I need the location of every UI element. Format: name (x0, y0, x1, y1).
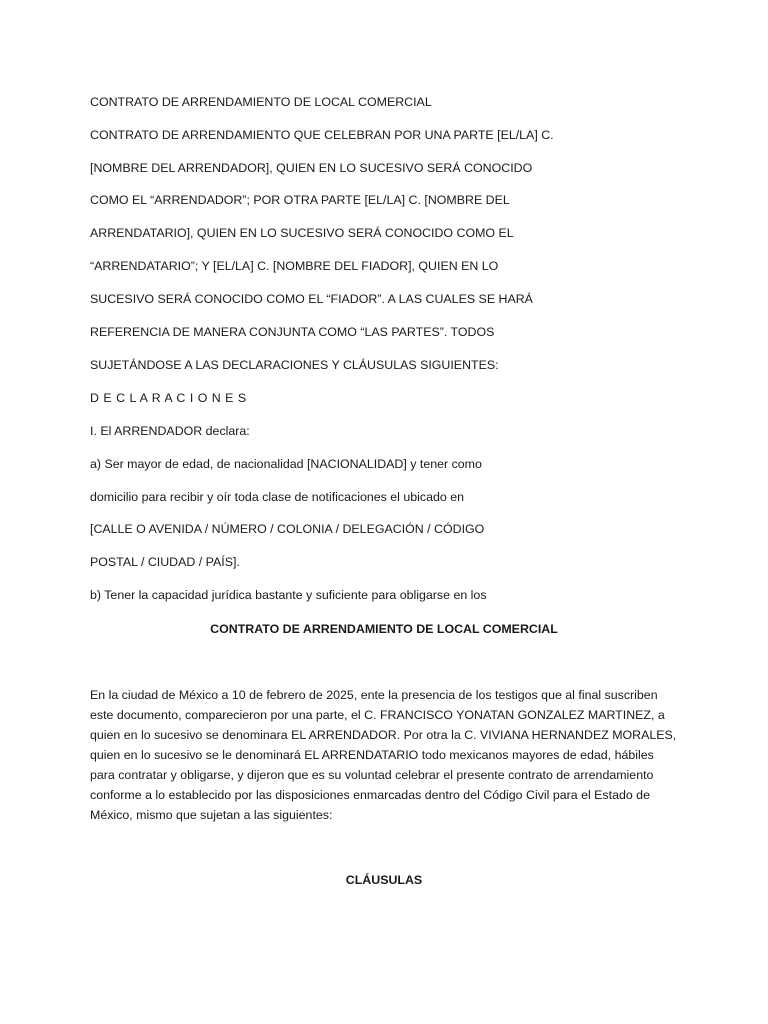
draft-line: CONTRATO DE ARRENDAMIENTO QUE CELEBRAN POR UNA PARTE [EL/LA] C. (90, 128, 554, 142)
declarations-heading: D E C L A R A C I O N E S (90, 391, 247, 405)
draft-line: SUJETÁNDOSE A LAS DECLARACIONES Y CLÁUSULAS SIGUIENTES: (90, 358, 499, 372)
draft-title: CONTRATO DE ARRENDAMIENTO DE LOCAL COMERCIAL (90, 95, 432, 109)
clauses-heading: CLÁUSULAS (345, 873, 423, 887)
draft-line: a) Ser mayor de edad, de nacionalidad [NACIONALIDAD] y tener como (90, 457, 482, 471)
draft-line: ARRENDATARIO], QUIEN EN LO SUCESIVO SERÁ CONOCIDO COMO EL (90, 226, 514, 240)
draft-line: “ARRENDATARIO”; Y [EL/LA] C. [NOMBRE DEL FIADOR], QUIEN EN LO (90, 259, 499, 273)
draft-line: COMO EL “ARRENDADOR”; POR OTRA PARTE [EL/LA] C. [NOMBRE DEL (90, 193, 510, 207)
intro-paragraph: En la ciudad de México a 10 de febrero de 2025, ente la presencia de los testigos que al final suscriben este documento, comparecieron por una parte, el C. FRANCISCO YONATAN GONZALEZ MARTINEZ, a quien en lo sucesivo se denominara EL ARRENDADOR. Por otra la C. VIVIANA HERNANDEZ MORALES, quien en lo sucesivo se le denominará EL ARRENDATARIO todo mexicanos mayores de edad, hábiles para contratar y obligarse, y dijeron que es su voluntad celebrar el presente contrato de arrendamiento conforme a lo establecido por las disposiciones enmarcadas dentro del Código Civil para el Estado de México, mismo que sujetan a las siguientes: (90, 688, 677, 822)
main-title: CONTRATO DE ARRENDAMIENTO DE LOCAL COMERCIAL (210, 622, 558, 636)
draft-line: POSTAL / CIUDAD / PAÍS]. (90, 555, 240, 569)
draft-line: [NOMBRE DEL ARRENDADOR], QUIEN EN LO SUCESIVO SERÁ CONOCIDO (90, 161, 533, 175)
draft-line: I. El ARRENDADOR declara: (90, 424, 250, 438)
draft-line: REFERENCIA DE MANERA CONJUNTA COMO “LAS PARTES”. TODOS (90, 325, 495, 339)
draft-line: b) Tener la capacidad jurídica bastante y suficiente para obligarse en los (90, 588, 487, 602)
draft-line: domicilio para recibir y oír toda clase de notificaciones el ubicado en (90, 490, 464, 504)
draft-line: [CALLE O AVENIDA / NÚMERO / COLONIA / DELEGACIÓN / CÓDIGO (90, 522, 485, 536)
draft-line: SUCESIVO SERÁ CONOCIDO COMO EL “FIADOR”. A LAS CUALES SE HARÁ (90, 292, 533, 306)
